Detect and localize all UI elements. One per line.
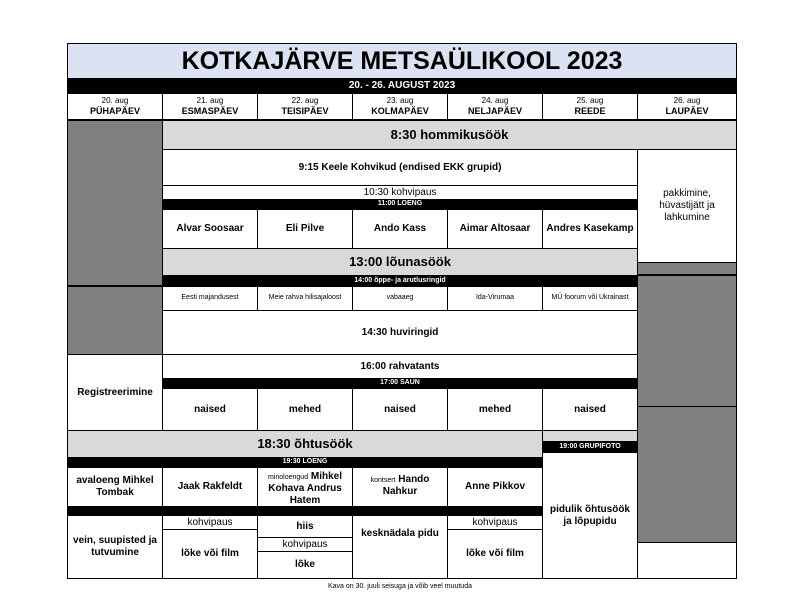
breakfast-row: 8:30 hommikusöök (162, 120, 737, 150)
hiis-cell: hiis (257, 515, 353, 538)
lecture-type-label: minoloengud (268, 474, 309, 481)
lecturer-cell: Aimar Altosaar (447, 209, 543, 249)
study-group-cell: Ida-Virumaa (447, 286, 543, 311)
footer-note: Kava on 30. juuli seisuga ja võib veel muutuda (328, 583, 472, 590)
lunch-row: 13:00 lõunasöök (162, 248, 638, 276)
day-date: 24. aug (481, 96, 509, 106)
lecture-type-label: kontsert (370, 477, 396, 484)
coffee-cell: kohvipaus (162, 515, 258, 530)
day-date: 26. aug (673, 96, 701, 106)
day-header-tue (257, 93, 353, 120)
day-header-mon (162, 93, 258, 120)
study-groups-bar: 14:00 õppe- ja arutlusringid (162, 275, 638, 287)
day-name: ESMASPÄEV (181, 105, 239, 116)
study-group-cell: MÜ foorum või Ukrainast (542, 286, 638, 311)
evening-opening-cell: avaloeng Mihkel Tombak (67, 467, 163, 507)
bonfire-film-cell: lõke või film (447, 529, 543, 579)
saturday-empty-bottom (637, 406, 737, 543)
lecture-11-bar: 11:00 LOENG (162, 199, 638, 210)
evening-lecture-cell (352, 467, 448, 507)
mid-week-party-cell: kesknädala pidu (352, 515, 448, 579)
day-date: 21. aug (196, 96, 224, 106)
day-date: 25. aug (576, 96, 604, 106)
day-header-fri (542, 93, 638, 120)
sauna-group-cell: mehed (257, 388, 353, 431)
day-name: PÜHAPÄEV (89, 105, 140, 116)
saturday-empty (637, 262, 737, 275)
day-name: LAUPÄEV (665, 105, 709, 116)
evening-lecture-cell (257, 467, 353, 507)
day-date: 20. aug (101, 96, 129, 106)
saturday-empty-white (637, 542, 737, 579)
saturday-empty-lower (637, 275, 737, 407)
date-range-bar: 20. - 26. AUGUST 2023 (67, 79, 737, 93)
coffee-break-row: 10:30 kohvipaus (162, 185, 638, 200)
lecturer-cell: Alvar Soosaar (162, 209, 258, 249)
folk-dance-row: 16:00 rahvatants (162, 354, 638, 379)
sunday-empty-afternoon (67, 286, 163, 355)
sauna-group-cell: mehed (447, 388, 543, 431)
day-header-sat (637, 93, 737, 120)
study-group-cell: Eesti majandusest (162, 286, 258, 311)
group-photo-bar: 19:00 GRUPIFOTO (542, 441, 638, 453)
language-cafes-row: 9:15 Keele Kohvikud (endised EKK grupid) (162, 149, 638, 186)
lecturer-cell: Eli Pilve (257, 209, 353, 249)
day-header-thu (447, 93, 543, 120)
lecture-1930-bar: 19:30 LOENG (67, 457, 543, 468)
coffee-cell: kohvipaus (257, 537, 353, 552)
bonfire-cell: lõke (257, 551, 353, 579)
sunday-late-cell: vein, suupisted ja tutvumine (67, 515, 163, 579)
day-header-wed (352, 93, 448, 120)
evening-lecture-cell: Anne Pikkov (447, 467, 543, 507)
sauna-group-cell: naised (352, 388, 448, 431)
bonfire-film-cell: lõke või film (162, 529, 258, 579)
final-dinner-cell: pidulik õhtusöök ja lõpupidu (542, 452, 638, 579)
study-group-cell: vabaaeg (352, 286, 448, 311)
sauna-group-cell: naised (162, 388, 258, 431)
sauna-bar: 17:00 SAUN (162, 378, 638, 389)
day-name: KOLMAPÄEV (371, 105, 429, 116)
study-group-cell: Meie rahva hilisajaloost (257, 286, 353, 311)
page-title: KOTKAJÄRVE METSAÜLIKOOL 2023 (67, 43, 737, 79)
day-name: TEISIPÄEV (281, 105, 329, 116)
hobby-groups-row: 14:30 huviringid (162, 310, 638, 355)
registration-cell: Registreerimine (67, 354, 163, 431)
lecture-speakers: Hando Nahkur (382, 474, 430, 497)
lecturer-cell: Andres Kasekamp (542, 209, 638, 249)
lecture-speakers: Mihkel Kohava Andrus Hatem (268, 471, 342, 506)
evening-lecture-cell: Jaak Rakfeldt (162, 467, 258, 507)
day-date: 22. aug (291, 96, 319, 106)
day-name: NELJAPÄEV (467, 105, 522, 116)
sauna-group-cell: naised (542, 388, 638, 431)
lecturer-cell: Ando Kass (352, 209, 448, 249)
day-name: REEDE (574, 105, 606, 116)
saturday-departure-cell: pakkimine, hüvastijätt ja lahkumine (637, 149, 737, 263)
day-header-sun (67, 93, 163, 120)
coffee-cell: kohvipaus (447, 515, 543, 530)
day-date: 23. aug (386, 96, 414, 106)
dinner-row: 18:30 õhtusöök (67, 430, 543, 458)
sunday-empty-morning (67, 120, 163, 286)
